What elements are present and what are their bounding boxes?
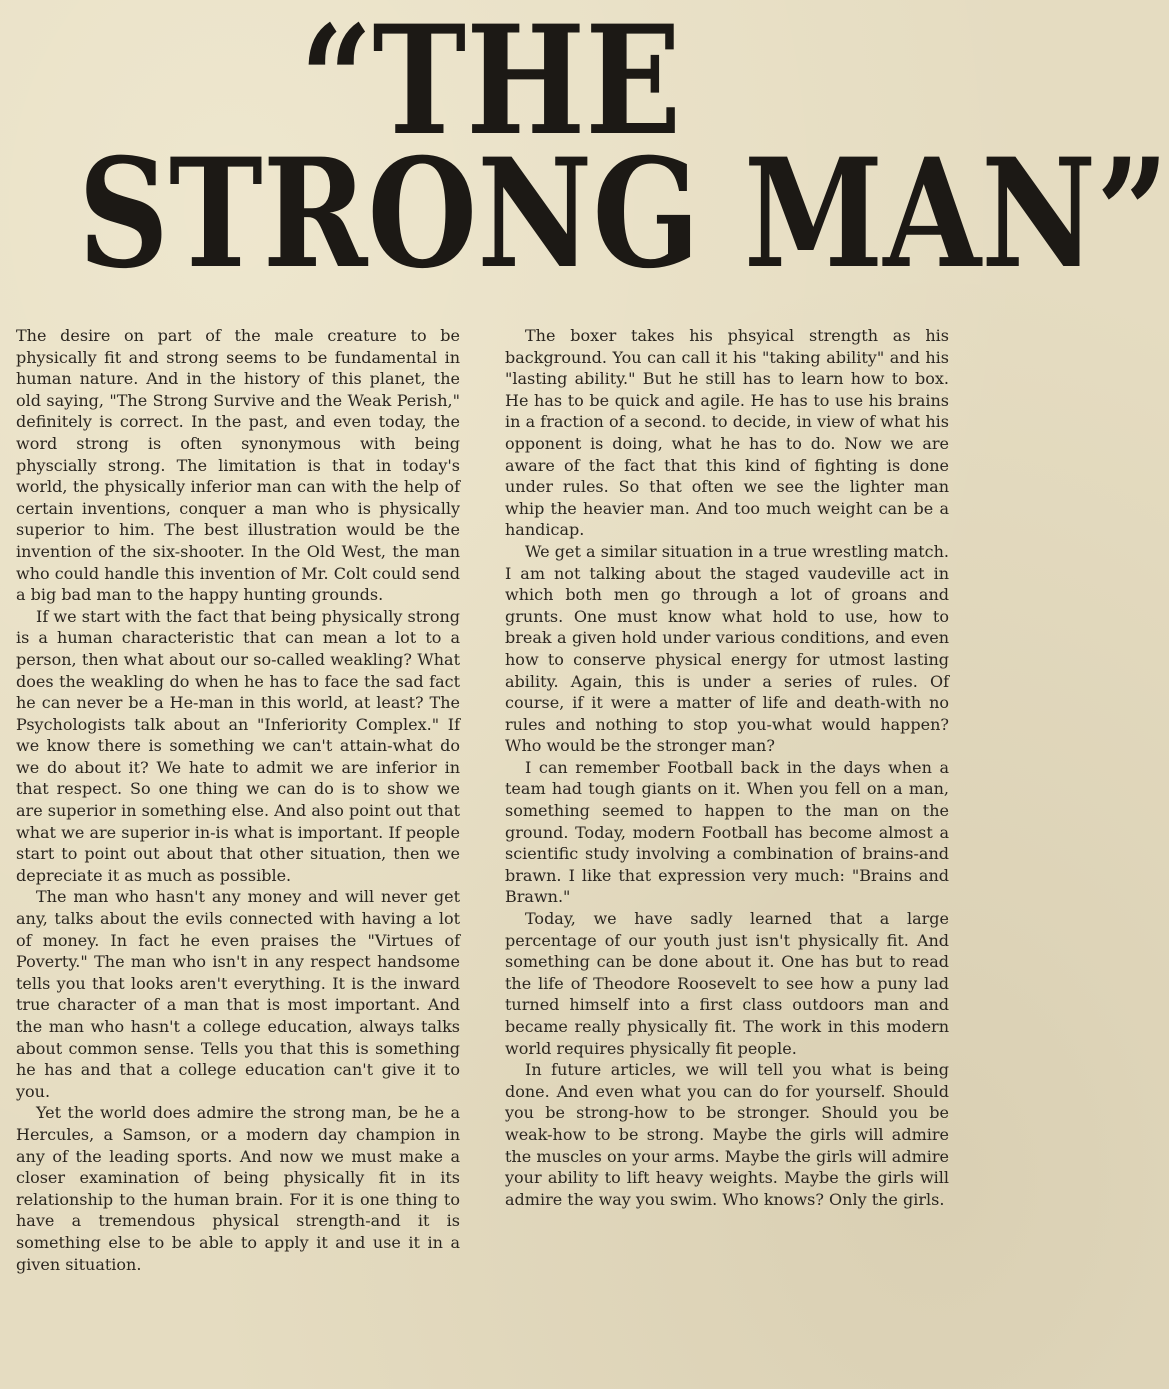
article-column-right [505,325,949,1210]
paragraph: Today, we have sadly learned that a large percentage of our youth just isn't physically fit. And something can be done about it. One has but to read the life of Theodore Roosevelt to see how a puny lad turned himself into a first class outdoors man and became really physically fit. The work in this modern world requires physically fit people. [505,909,949,1058]
paragraph: The man who hasn't any money and will never get any, talks about the evils connected with having a lot of money. In fact he even praises the "Virtues of Poverty." The man who isn't in any respect handsome tells you that looks aren't everything. It is the inward true character of a man that is most important. And the man who hasn't a college education, always talks about common sense. Tells you that this is something he has and that a college education can't give it to you. [16,887,460,1101]
paragraph: The boxer takes his phsyical strength as his background. You can call it his "taking ability" and his "lasting ability." But he still has to learn how to box. He has to be quick and agile. He has to use his brains in a fraction of a second. to decide, in view of what his opponent is doing, what he has to do. Now we are aware of the fact that this kind of fighting is done under rules. So that often we see the lighter man whip the heavier man. And too much weight can be a handicap. [505,326,949,540]
paragraph: Yet the world does admire the strong man, be he a Hercules, a Samson, or a modern day champion in any of the leading sports. And now we must make a closer examination of being physically fit in its relationship to the human brain. For it is one thing to have a tremendous physical strength-and it is something else to be able to apply it and use it in a given situation. [16,1103,460,1274]
paragraph: We get a similar situation in a true wrestling match. I am not talking about the staged vaudeville act in which both men go through a lot of groans and grunts. One must know what hold to use, how to break a given hold under various conditions, and even how to conserve physical energy for utmost lasting ability. Again, this is under a series of rules. Of course, if it were a matter of life and death-with no rules and nothing to stop you-what would happen? Who would be the stronger man? [505,541,949,756]
paragraph: In future articles, we will tell you what is being done. And even what you can do for yourself. Should you be strong-how to be stronger. Should you be weak-how to be strong. Maybe the girls will admire the muscles on your arms. Maybe the girls will admire your ability to lift heavy weights. Maybe the girls will admire the way you swim. Who knows? Only the girls. [505,1060,949,1209]
article-column-left [16,325,460,1275]
paragraph: The desire on part of the male creature to be physically fit and strong seems to be fundamental in human nature. And in the history of this planet, the old saying, "The Strong Survive and the Weak Perish," definitely is correct. In the past, and even today, the word strong is often synonymous with being physcially strong. The limitation is that in today's world, the physically inferior man can with the help of certain inventions, conquer a man who is physically superior to him. The best illustration would be the invention of the six-shooter. In the Old West, the man who could handle this invention of Mr. Colt could send a big bad man to the happy hunting grounds. [16,326,460,605]
article-title-line-1: “THE [299,0,682,169]
paragraph: If we start with the fact that being physically strong is a human characteristic that can mean a lot to a person, then what about our so-called weakling? What does the weakling do when he has to face the sad fact he can never be a He-man in this world, at least? The Psychologists talk about an "Inferiority Complex." If we know there is something we can't attain-what do we do about it? We hate to admit we are inferior in that respect. So one thing we can do is to show we are superior in something else. And also point out that what we are superior in-is what is important. If people start to point out about that other situation, then we depreciate it as much as possible. [16,606,460,885]
paragraph: I can remember Football back in the days when a team had tough giants on it. When you fell on a man, something seemed to happen to the man on the ground. Today, modern Football has become almost a scientific study involving a combination of brains-and brawn. I like that expression very much: "Brains and Brawn." [505,757,949,907]
article-title-line-2: STRONG MAN” [78,126,1169,302]
